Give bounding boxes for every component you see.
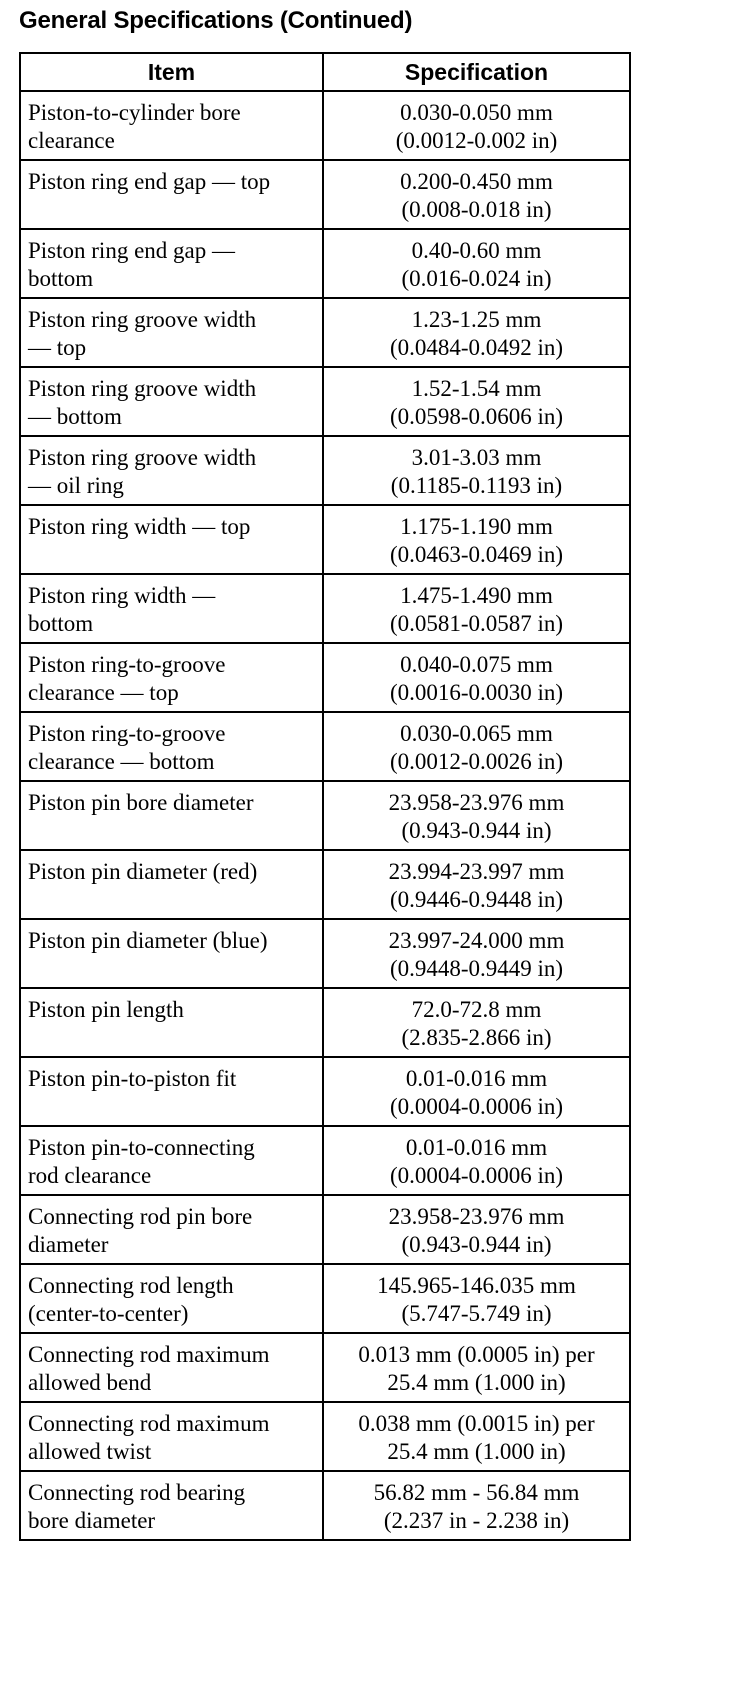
specification-text-line: (0.0004-0.0006 in) <box>389 1094 564 1119</box>
column-header-specification: Specification <box>323 53 630 91</box>
specification-text-line: (2.237 in - 2.238 in) <box>383 1508 570 1533</box>
specification-cell <box>323 1471 630 1540</box>
item-cell <box>20 712 323 781</box>
specification-text-line: 23.958-23.976 mm <box>388 790 565 815</box>
specification-cell <box>323 1057 630 1126</box>
item-cell <box>20 1402 323 1471</box>
table-row <box>20 367 630 436</box>
item-text-line: — bottom <box>28 404 122 429</box>
specification-text-line: 25.4 mm (1.000 in) <box>387 1370 566 1395</box>
item-text-line: Piston ring width — top <box>28 514 251 539</box>
item-cell <box>20 367 323 436</box>
specification-cell <box>323 781 630 850</box>
item-cell <box>20 1333 323 1402</box>
specification-cell <box>323 91 630 160</box>
table-row <box>20 781 630 850</box>
table-row <box>20 91 630 160</box>
specification-text-line: 72.0-72.8 mm <box>411 997 542 1022</box>
item-text-line: Connecting rod bearing <box>28 1480 246 1505</box>
table-row <box>20 160 630 229</box>
specifications-table <box>19 52 631 1541</box>
item-cell <box>20 436 323 505</box>
item-text-line: — top <box>28 335 87 360</box>
item-text-line: Piston ring width — <box>28 583 216 608</box>
item-text-line: bottom <box>28 611 94 636</box>
table-row <box>20 505 630 574</box>
specification-text-line: (0.016-0.024 in) <box>401 266 552 291</box>
specification-text-line: 23.958-23.976 mm <box>388 1204 565 1229</box>
specification-cell <box>323 229 630 298</box>
specification-text-line: 23.994-23.997 mm <box>388 859 565 884</box>
specification-text-line: 23.997-24.000 mm <box>388 928 565 953</box>
specification-text-line: 25.4 mm (1.000 in) <box>387 1439 566 1464</box>
table-row <box>20 1195 630 1264</box>
item-cell <box>20 298 323 367</box>
item-text-line: Piston pin bore diameter <box>28 790 254 815</box>
item-text-line: Piston ring end gap — <box>28 238 235 263</box>
table-row <box>20 436 630 505</box>
specification-cell <box>323 1126 630 1195</box>
table-row <box>20 1471 630 1540</box>
specification-text-line: 0.01-0.016 mm <box>405 1135 548 1160</box>
item-text-line: Piston ring groove width <box>28 376 257 401</box>
item-text-line: Piston pin diameter (blue) <box>28 928 268 953</box>
item-text-line: Piston ring-to-groove <box>28 652 226 677</box>
table-row <box>20 988 630 1057</box>
specification-text-line: (0.1185-0.1193 in) <box>390 473 563 498</box>
item-text-line: bore diameter <box>28 1508 156 1533</box>
item-text-line: Piston ring-to-groove <box>28 721 226 746</box>
item-text-line: Connecting rod maximum <box>28 1342 270 1367</box>
item-cell <box>20 988 323 1057</box>
item-cell <box>20 850 323 919</box>
item-text-line: — oil ring <box>28 473 124 498</box>
item-text-line: Connecting rod pin bore <box>28 1204 253 1229</box>
item-text-line: Connecting rod length <box>28 1273 234 1298</box>
specification-text-line: 1.475-1.490 mm <box>400 583 553 608</box>
table-row <box>20 1126 630 1195</box>
specification-text-line: (0.0012-0.002 in) <box>395 128 558 153</box>
item-cell <box>20 1264 323 1333</box>
table-row <box>20 643 630 712</box>
specification-text-line: (0.0012-0.0026 in) <box>389 749 564 774</box>
specification-text-line: 56.82 mm - 56.84 mm <box>373 1480 580 1505</box>
specification-text-line: (0.9446-0.9448 in) <box>389 887 564 912</box>
item-text-line: bottom <box>28 266 94 291</box>
item-cell <box>20 91 323 160</box>
specification-text-line: 0.030-0.065 mm <box>400 721 553 746</box>
specification-text-line: (5.747-5.749 in) <box>401 1301 552 1326</box>
table-row <box>20 1264 630 1333</box>
specification-cell <box>323 1402 630 1471</box>
item-text-line: Piston ring groove width <box>28 445 257 470</box>
item-text-line: allowed bend <box>28 1370 152 1395</box>
table-row <box>20 574 630 643</box>
specification-text-line: (0.0004-0.0006 in) <box>389 1163 564 1188</box>
specification-text-line: (0.943-0.944 in) <box>401 1232 552 1257</box>
specification-cell <box>323 367 630 436</box>
specification-cell <box>323 643 630 712</box>
specification-cell <box>323 436 630 505</box>
table-row <box>20 229 630 298</box>
specification-text-line: 0.01-0.016 mm <box>405 1066 548 1091</box>
specification-text-line: (0.0484-0.0492 in) <box>389 335 564 360</box>
item-text-line: Piston pin diameter (red) <box>28 859 258 884</box>
specification-cell <box>323 574 630 643</box>
specification-text-line: 0.200-0.450 mm <box>400 169 553 194</box>
item-text-line: Connecting rod maximum <box>28 1411 270 1436</box>
table-row <box>20 712 630 781</box>
specification-text-line: 1.52-1.54 mm <box>411 376 542 401</box>
specification-text-line: (0.0463-0.0469 in) <box>389 542 564 567</box>
item-text-line: clearance <box>28 128 115 153</box>
table-row <box>20 919 630 988</box>
table-body <box>20 91 630 1540</box>
column-header-item: Item <box>20 53 323 91</box>
item-cell <box>20 1126 323 1195</box>
specification-cell <box>323 919 630 988</box>
item-cell <box>20 1057 323 1126</box>
item-cell <box>20 1195 323 1264</box>
table-row <box>20 850 630 919</box>
item-text-line: diameter <box>28 1232 109 1257</box>
table-row <box>20 1057 630 1126</box>
specification-text-line: 1.175-1.190 mm <box>400 514 553 539</box>
specification-cell <box>323 988 630 1057</box>
specification-cell <box>323 712 630 781</box>
specification-cell <box>323 1264 630 1333</box>
item-cell <box>20 643 323 712</box>
specification-text-line: (2.835-2.866 in) <box>401 1025 552 1050</box>
specification-text-line: (0.943-0.944 in) <box>401 818 552 843</box>
specification-cell <box>323 298 630 367</box>
item-cell <box>20 160 323 229</box>
table-header-row <box>20 53 630 91</box>
specification-text-line: (0.0016-0.0030 in) <box>389 680 564 705</box>
specification-text-line: (0.9448-0.9449 in) <box>389 956 564 981</box>
table-row <box>20 298 630 367</box>
specification-text-line: 0.013 mm (0.0005 in) per <box>358 1342 595 1367</box>
table-row <box>20 1402 630 1471</box>
specification-text-line: 3.01-3.03 mm <box>411 445 542 470</box>
item-text-line: rod clearance <box>28 1163 152 1188</box>
item-text-line: Piston pin-to-connecting <box>28 1135 255 1160</box>
specification-text-line: 0.030-0.050 mm <box>400 100 553 125</box>
item-text-line: clearance — bottom <box>28 749 215 774</box>
specification-cell <box>323 1333 630 1402</box>
item-text-line: Piston ring groove width <box>28 307 257 332</box>
specification-text-line: 0.038 mm (0.0015 in) per <box>358 1411 595 1436</box>
item-text-line: Piston pin length <box>28 997 184 1022</box>
item-text-line: allowed twist <box>28 1439 152 1464</box>
specification-text-line: (0.0598-0.0606 in) <box>389 404 564 429</box>
item-cell <box>20 919 323 988</box>
specification-text-line: (0.0581-0.0587 in) <box>389 611 564 636</box>
item-cell <box>20 781 323 850</box>
specification-cell <box>323 160 630 229</box>
specification-text-line: 145.965-146.035 mm <box>377 1273 576 1298</box>
specification-cell <box>323 505 630 574</box>
specification-text-line: 0.40-0.60 mm <box>411 238 542 263</box>
item-text-line: Piston-to-cylinder bore <box>28 100 241 125</box>
specification-cell <box>323 1195 630 1264</box>
specification-cell <box>323 850 630 919</box>
page-title: General Specifications (Continued) <box>19 7 413 34</box>
specification-text-line: 0.040-0.075 mm <box>400 652 553 677</box>
specification-text-line: (0.008-0.018 in) <box>401 197 552 222</box>
table-row <box>20 1333 630 1402</box>
item-text-line: Piston ring end gap — top <box>28 169 271 194</box>
item-text-line: clearance — top <box>28 680 179 705</box>
item-text-line: (center-to-center) <box>28 1301 189 1326</box>
specification-text-line: 1.23-1.25 mm <box>411 307 542 332</box>
item-cell <box>20 505 323 574</box>
item-cell <box>20 574 323 643</box>
item-text-line: Piston pin-to-piston fit <box>28 1066 237 1091</box>
item-cell <box>20 1471 323 1540</box>
item-cell <box>20 229 323 298</box>
